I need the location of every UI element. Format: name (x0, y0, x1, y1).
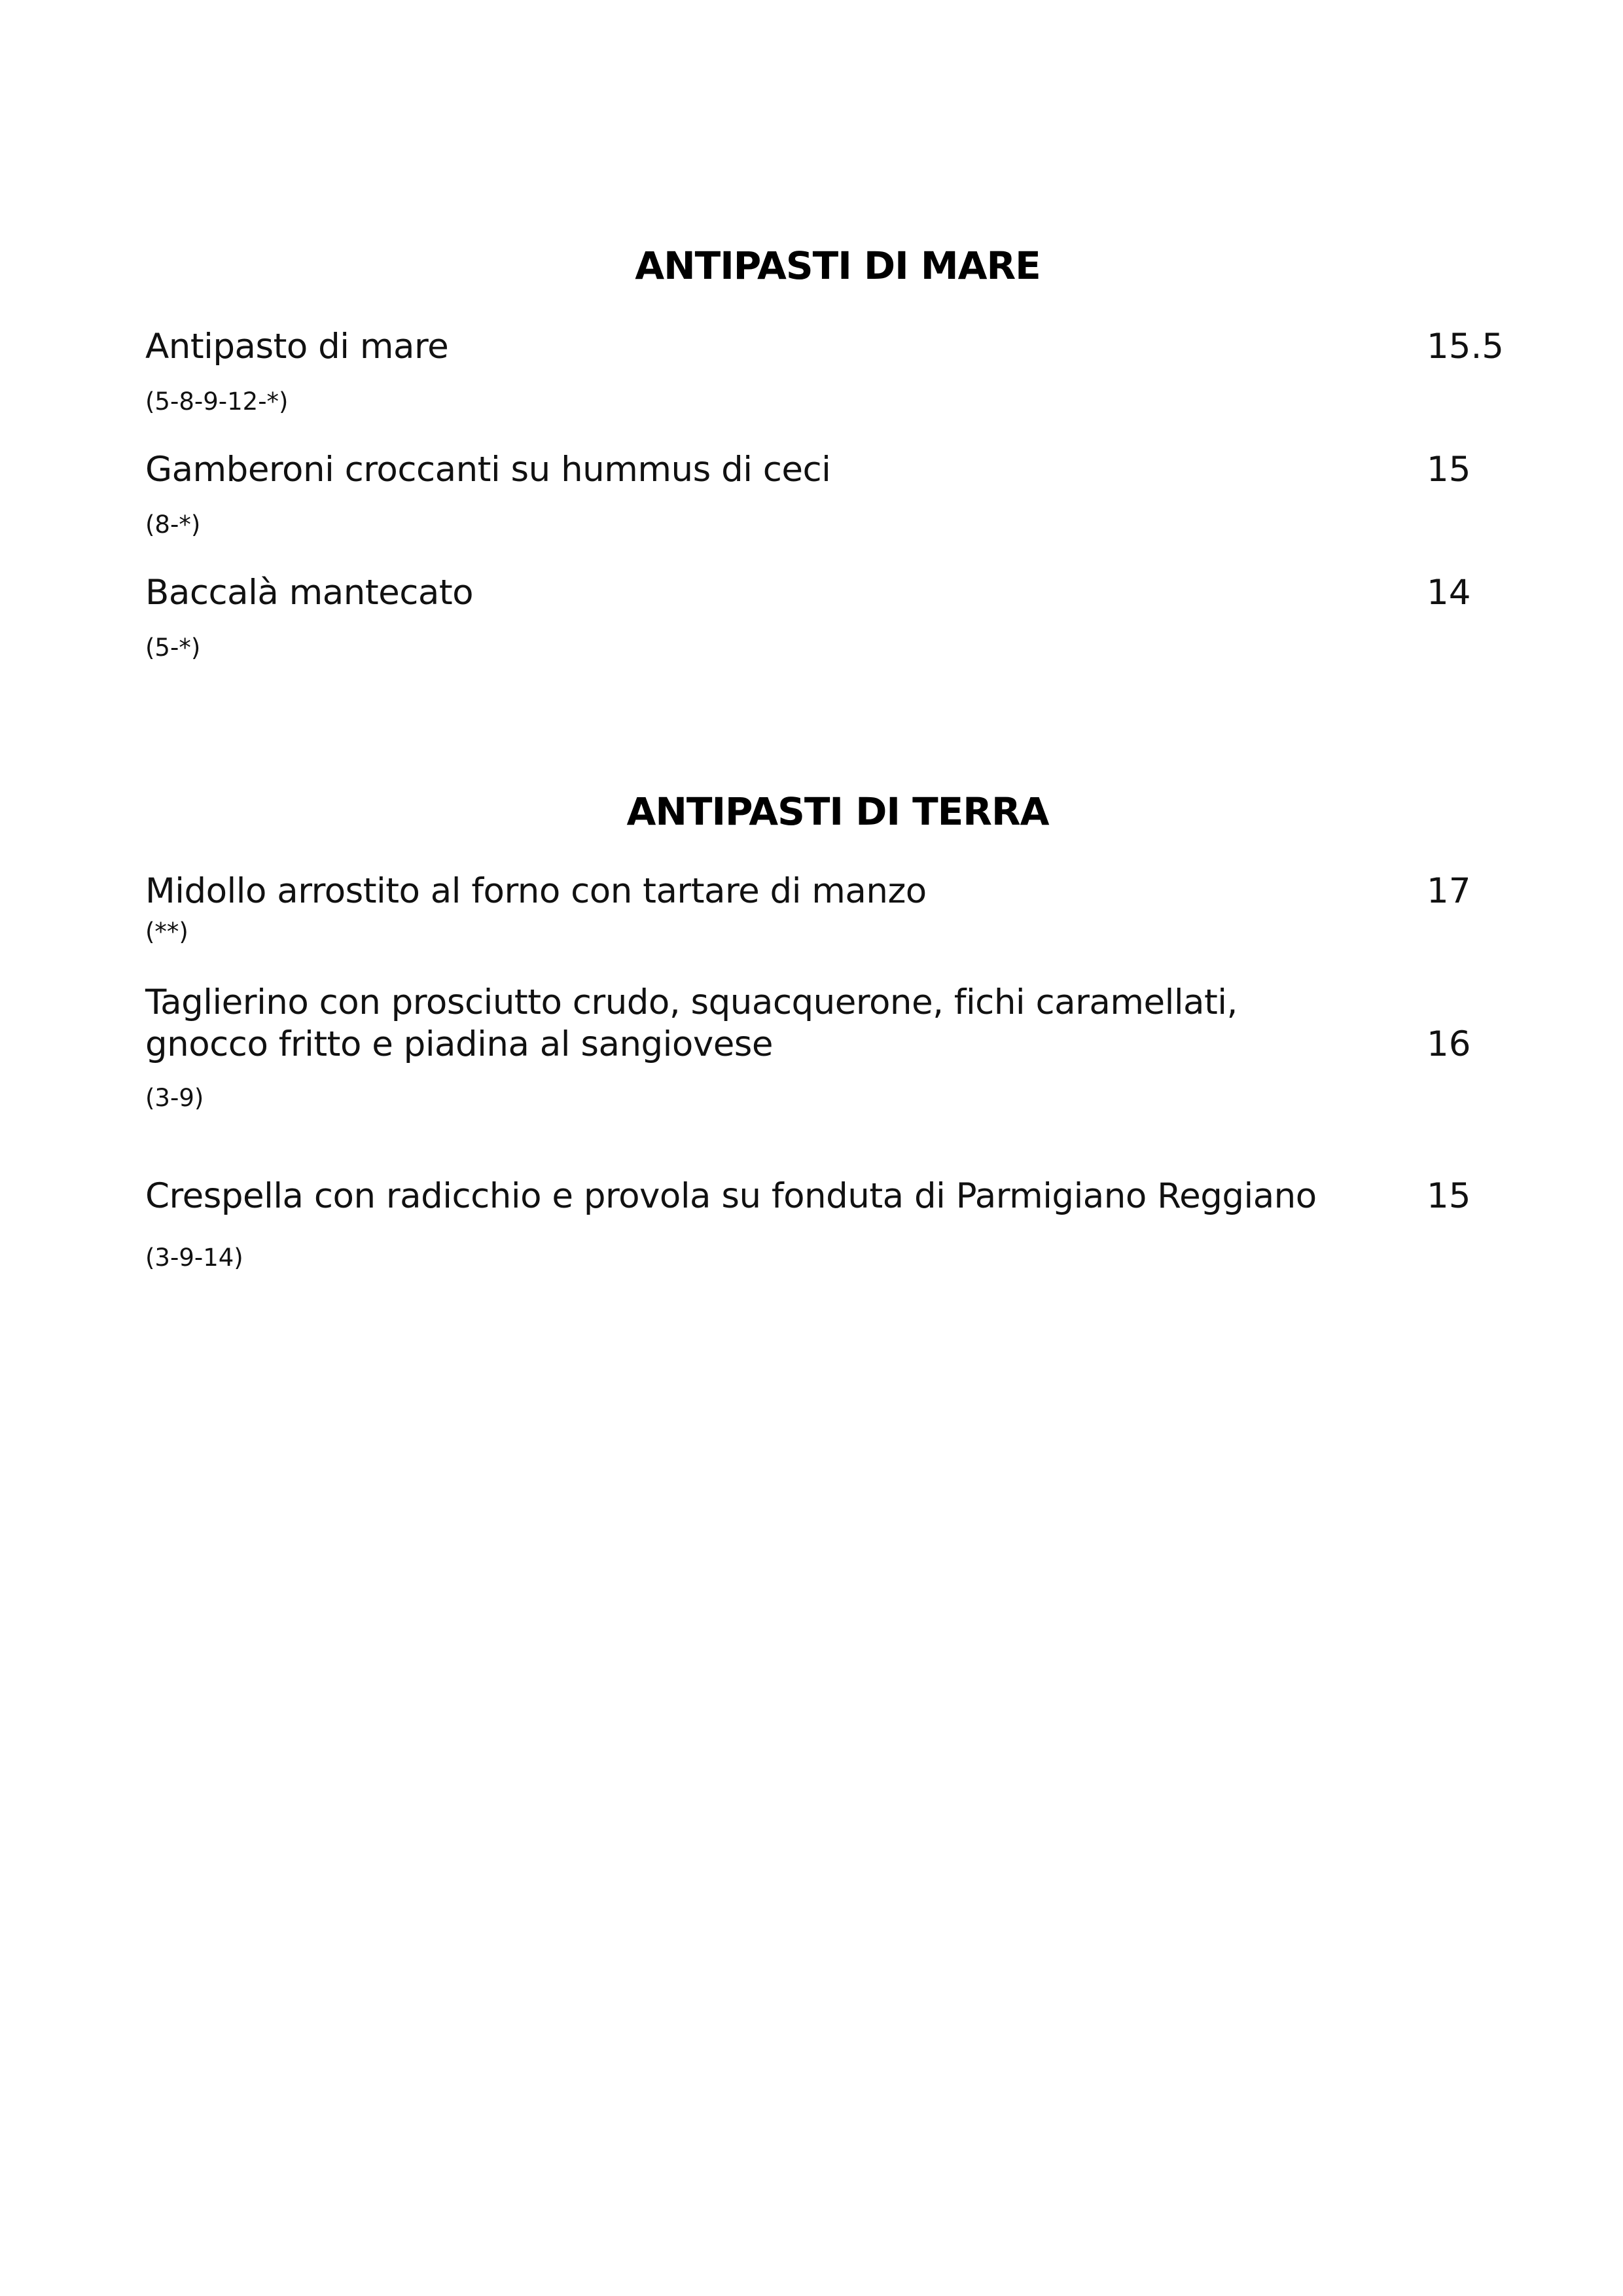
menu-item-price: 15 (1427, 1176, 1471, 1216)
menu-item-name (145, 326, 448, 368)
menu-item-name-line: Baccalà mantecato (145, 573, 474, 613)
menu-item-allergens: (5-*) (145, 634, 201, 662)
menu-item-allergens: (5-8-9-12-*) (145, 387, 289, 416)
menu-item-price: 16 (1427, 1024, 1471, 1064)
menu-item-name-line: Antipasto di mare (145, 327, 449, 367)
menu-item-allergens: (**) (145, 918, 188, 946)
menu-item-name-line: gnocco fritto e piadina al sangiovese (145, 1024, 774, 1064)
menu-item-name-line: Gamberoni croccanti su hummus di ceci (145, 450, 831, 490)
menu-item-price: 15 (1427, 450, 1471, 490)
menu-item-allergens: (3-9-14) (145, 1244, 243, 1272)
menu-item-name (145, 572, 473, 614)
menu-item-name (145, 870, 927, 912)
menu-item-name-line: Midollo arrostito al forno con tartare di manzo (145, 871, 927, 911)
section-title-terra: ANTIPASTI DI TERRA (626, 789, 1049, 834)
menu-item-price: 17 (1427, 871, 1471, 911)
menu-item-allergens: (8-*) (145, 511, 201, 539)
menu-item-name (145, 449, 830, 491)
menu-item-name-line: Crespella con radicchio e provola su fonduta di Parmigiano Reggiano (145, 1176, 1317, 1216)
menu-item-price: 14 (1427, 573, 1471, 613)
menu-item-name (145, 1175, 1317, 1217)
menu-item-price: 15.5 (1427, 327, 1505, 367)
section-title-mare: ANTIPASTI DI MARE (635, 243, 1041, 288)
menu-item-name (145, 982, 1238, 1066)
menu-item-name-line: Taglierino con prosciutto crudo, squacquerone, fichi caramellati, (145, 982, 1238, 1022)
menu-item-allergens: (3-9) (145, 1084, 204, 1112)
